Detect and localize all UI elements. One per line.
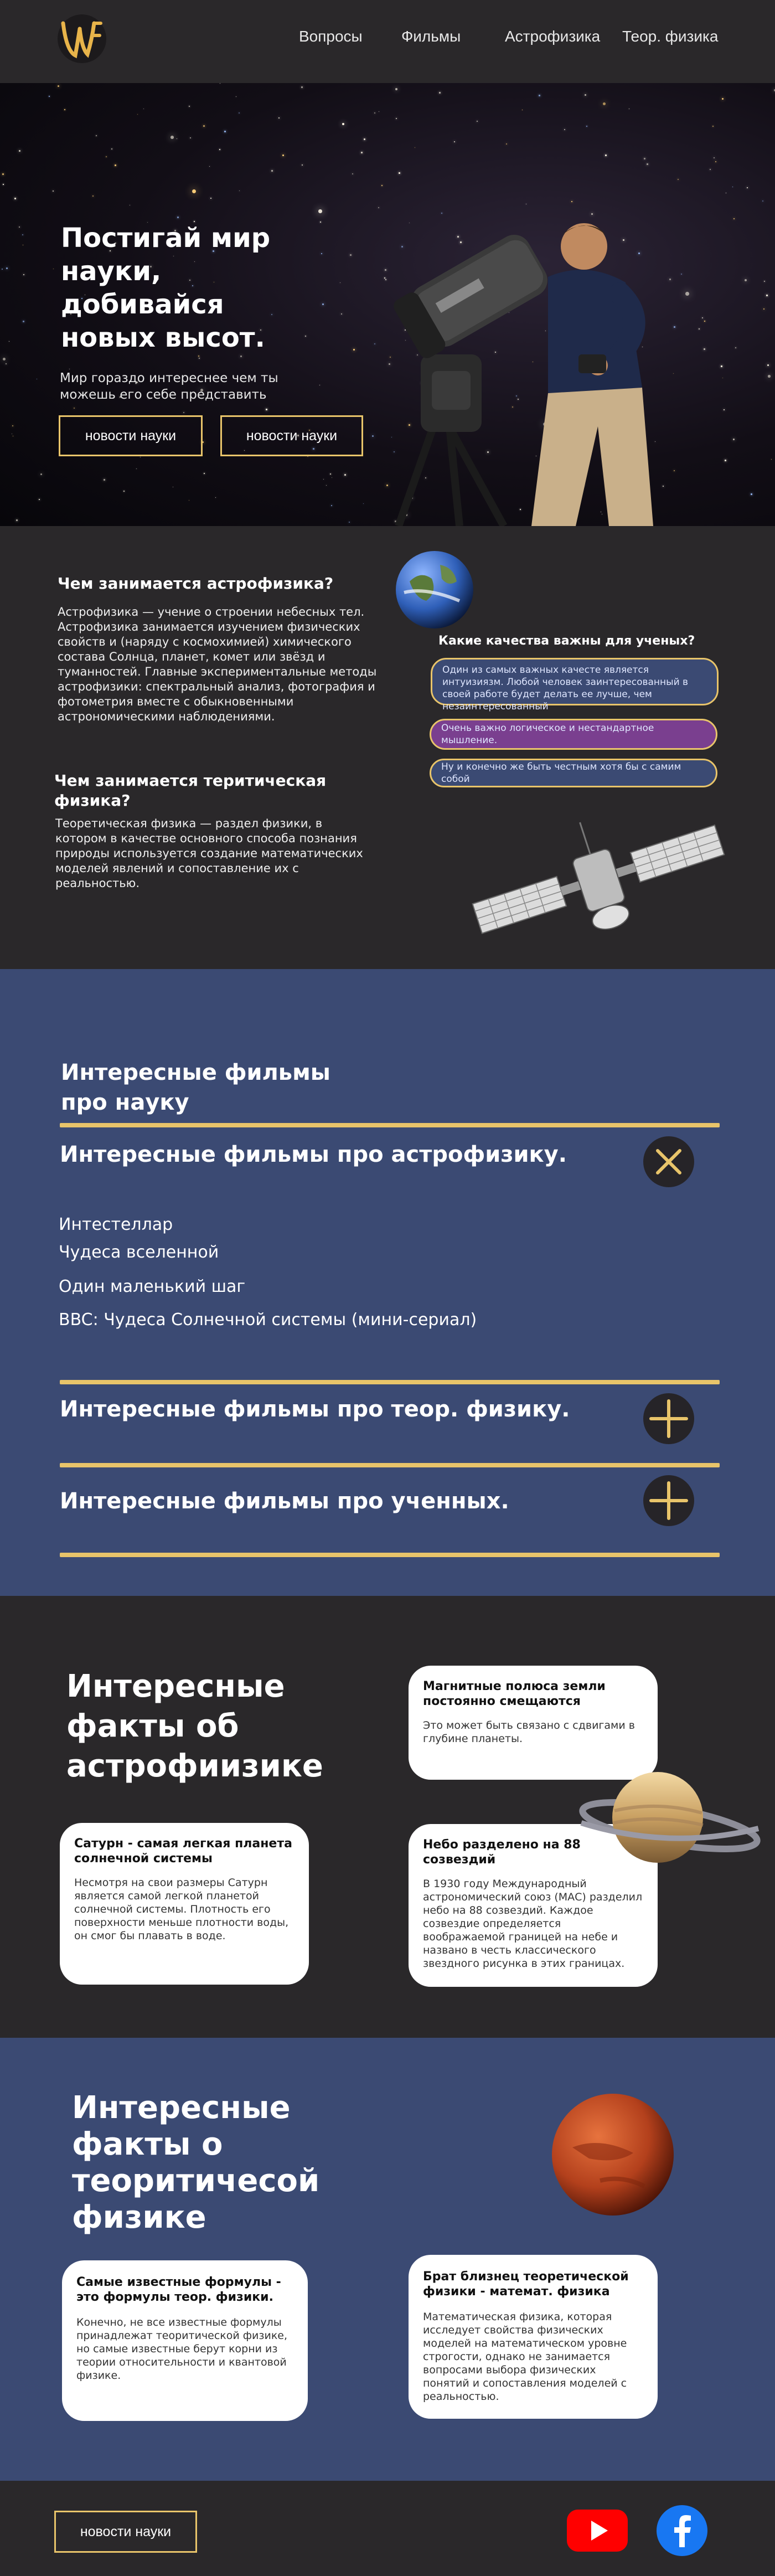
star	[326, 485, 327, 486]
star	[477, 121, 478, 122]
star	[318, 209, 322, 213]
star	[564, 129, 565, 130]
star	[342, 123, 344, 125]
quality-pill-1: Один из самых важных качесте является интуизиязм. Любой человек заинтересованный в своей работе будет делать ее лучше, чем незаинтересованный	[431, 658, 719, 705]
star	[39, 499, 40, 500]
film-item: Интестеллар	[59, 1215, 173, 1234]
star	[64, 109, 65, 110]
star	[395, 88, 397, 90]
star	[344, 474, 346, 476]
star	[2, 173, 4, 175]
star	[766, 295, 768, 296]
star	[219, 149, 220, 150]
youtube-icon[interactable]	[567, 2508, 628, 2553]
star	[605, 154, 607, 156]
film-item: BBC: Чудеса Солнечной системы (мини-сериал)	[59, 1310, 477, 1330]
films-title: Интересные фильмы про науку	[61, 1060, 330, 1115]
star	[19, 226, 20, 228]
nav-link-theor-physics[interactable]: Теор. физика	[622, 28, 719, 45]
star	[396, 118, 397, 119]
star	[204, 473, 205, 474]
fact-card-title: Брат близнец теоретической физики - математ. физика	[423, 2270, 629, 2299]
about-section	[0, 526, 775, 969]
star	[771, 459, 772, 460]
fact-card-title: Самые известные формулы - это формулы теор. физики.	[76, 2275, 281, 2304]
star	[302, 164, 303, 166]
star	[282, 154, 284, 156]
star	[349, 522, 350, 523]
star	[106, 156, 107, 157]
star	[58, 85, 59, 87]
astro-facts-title: Интересные факты об астрофиизике	[66, 1668, 323, 1784]
fact-card-text: Конечно, не все известные формулы принадлежат теоритической физике, но самые известные берут корни из теории относительности и квантовой физике.	[76, 2316, 288, 2382]
star	[190, 137, 191, 138]
star	[353, 349, 355, 351]
fact-card	[409, 2255, 658, 2419]
star	[240, 356, 242, 357]
star	[301, 86, 303, 88]
star	[710, 169, 711, 170]
star	[199, 358, 200, 359]
films-divider	[60, 1380, 720, 1384]
star	[603, 102, 606, 105]
fact-card-text: Это может быть связано с сдвигами в глубине планеты.	[423, 1719, 635, 1745]
star	[374, 112, 375, 114]
site-logo-icon[interactable]	[55, 12, 108, 65]
star	[363, 503, 364, 504]
astro-question-title: Чем занимается астрофизика?	[58, 574, 334, 593]
star	[23, 321, 24, 322]
quality-pill-3: Ну и конечно же быть честным хотя бы с самим собой	[430, 759, 717, 787]
film-item: Чудеса вселенной	[59, 1243, 219, 1262]
hero-section	[0, 83, 775, 526]
star	[764, 281, 765, 282]
star	[320, 221, 321, 223]
close-icon	[643, 1136, 694, 1187]
star	[585, 94, 586, 96]
star	[352, 173, 353, 174]
hero-title: Постигай мир науки, добивайся новых высот.	[61, 223, 271, 353]
star	[364, 138, 365, 140]
star	[23, 274, 24, 275]
star	[644, 158, 645, 159]
theor-facts-title: Интересные факты о теоритичесой физике	[72, 2090, 320, 2235]
films-accordion-astro-title[interactable]: Интересные фильмы про астрофизику.	[60, 1142, 567, 1167]
expand-accordion-button[interactable]	[643, 1475, 694, 1526]
star	[74, 408, 75, 409]
star	[439, 92, 441, 94]
footer-news-button[interactable]: новости науки	[54, 2511, 197, 2553]
star	[14, 198, 16, 199]
star	[322, 303, 324, 305]
star	[192, 189, 196, 193]
star	[215, 497, 216, 498]
nav-link-astrophysics[interactable]: Астрофизика	[505, 28, 601, 45]
films-accordion-theor-title[interactable]: Интересные фильмы про теор. физику.	[60, 1397, 570, 1422]
plus-icon	[643, 1393, 694, 1444]
films-section	[0, 969, 775, 1596]
star	[271, 170, 273, 172]
star	[715, 161, 716, 162]
star	[714, 157, 715, 158]
star	[92, 195, 94, 197]
star	[712, 126, 714, 127]
close-accordion-button[interactable]	[643, 1136, 694, 1187]
star	[331, 505, 332, 506]
fact-card-title: Небо разделено на 88 созвездий	[423, 1838, 581, 1867]
star	[40, 473, 42, 475]
fact-card-title: Сатурн - самая легкая планета солнечной системы	[74, 1837, 292, 1866]
films-divider	[60, 1463, 720, 1467]
star	[3, 184, 4, 185]
star	[170, 136, 174, 139]
star	[115, 164, 116, 166]
theor-question-text: Теоретическая физика — раздел физики, в котором в качестве основного способа познания природы используется создание математических моделей явлений и сопоставление их с реальностью.	[55, 817, 363, 890]
star	[6, 363, 7, 364]
satellite-image	[465, 814, 731, 941]
star	[762, 200, 763, 202]
film-item: Один маленький шаг	[59, 1277, 246, 1296]
star	[341, 313, 342, 315]
star	[330, 473, 331, 475]
films-divider-bottom	[60, 1553, 720, 1557]
star	[571, 201, 572, 202]
star	[539, 95, 540, 96]
star	[506, 143, 507, 145]
star	[239, 112, 240, 114]
star	[2, 269, 3, 270]
site-header	[0, 0, 775, 83]
star	[361, 152, 363, 153]
astro-facts-section	[0, 1596, 775, 2038]
star	[767, 364, 769, 366]
nav-link-films[interactable]: Фильмы	[401, 28, 461, 45]
fact-card-text: Несмотря на свои размеры Сатурн является самой легкой планетой солнечной системы. Плотность его поверхности меньше плотности воды, он смог бы плавать в воде.	[74, 1877, 289, 1942]
plus-icon	[643, 1475, 694, 1526]
expand-accordion-button[interactable]	[643, 1393, 694, 1444]
star	[12, 425, 13, 426]
hero-subtitle: Мир гораздо интереснее чем ты можешь его себе представить	[60, 371, 278, 402]
star	[350, 254, 352, 256]
fact-card-text: В 1930 году Международный астрономический союз (МАС) разделил небо на 88 созвездий. Каждое созвездие определяется воображаемой границей на небе и названо в честь классического звездного рисунка в этих границах.	[423, 1878, 643, 1970]
qualities-title: Какие качества важны для ученых?	[438, 634, 695, 648]
star	[454, 141, 455, 142]
telescope-person-image	[365, 205, 753, 526]
star	[136, 468, 137, 469]
star	[209, 166, 210, 167]
star	[239, 190, 240, 191]
star	[210, 198, 211, 199]
star	[399, 172, 400, 174]
star	[323, 479, 324, 480]
star	[722, 98, 724, 100]
star	[747, 187, 748, 188]
fact-card-title: Магнитные полюса земли постоянно смещаются	[423, 1679, 606, 1708]
star	[104, 479, 105, 481]
star	[198, 356, 199, 357]
star	[49, 96, 50, 97]
star	[183, 412, 184, 413]
star	[3, 358, 6, 360]
fact-card	[62, 2260, 308, 2421]
star	[768, 375, 771, 378]
films-accordion-scientists-title[interactable]: Интересные фильмы про ученных.	[60, 1488, 509, 1514]
star	[586, 126, 587, 127]
star	[177, 217, 179, 218]
star	[224, 131, 226, 132]
astro-question-text: Астрофизика — учение о строении небесных тел. Астрофизика занимается изучением физических свойств и (наряду с космохимией) химического состава Солнца, планет, комет или звёзд и туманностей. Главные экспериментальные методы астрофизики: спектральный анализ, фотография и фотометрия вместе с обыкновенными астрономическими наблюдениями.	[58, 605, 377, 723]
star	[137, 114, 138, 115]
nav-link-questions[interactable]: Вопросы	[299, 28, 363, 45]
hero-news-button-1[interactable]: новости науки	[59, 415, 203, 456]
films-divider-top	[60, 1123, 720, 1127]
star	[278, 117, 280, 119]
site-footer	[0, 2481, 775, 2576]
star	[189, 106, 190, 107]
earth-image	[393, 548, 476, 631]
theor-question-title: Чем занимается теритическая физика?	[54, 771, 327, 810]
fact-card-text: Математическая физика, которая исследует свойства физических моделей на математическом уровне строгости, однако не занимается вопросами выбора физических понятий и сопоставления моделей с реальностью.	[423, 2311, 627, 2403]
hero-news-button-2[interactable]: новости науки	[220, 415, 363, 456]
star	[123, 491, 125, 492]
star	[16, 519, 18, 521]
star	[647, 163, 648, 165]
star	[53, 190, 54, 192]
star	[266, 409, 267, 410]
star	[321, 253, 322, 254]
star	[96, 135, 97, 136]
star	[111, 148, 112, 150]
star	[678, 179, 679, 180]
fact-card	[60, 1823, 309, 1985]
quality-pill-2: Очень важно логическое и нестандартное мышление.	[430, 719, 717, 750]
star	[763, 308, 764, 310]
saturn-image	[576, 1762, 764, 1884]
star	[6, 267, 8, 269]
facebook-icon[interactable]	[657, 2505, 707, 2556]
star	[381, 185, 383, 186]
star	[19, 150, 20, 152]
mars-image	[550, 2092, 675, 2217]
star	[22, 234, 23, 235]
star	[203, 125, 205, 127]
theor-facts-section	[0, 2038, 775, 2481]
